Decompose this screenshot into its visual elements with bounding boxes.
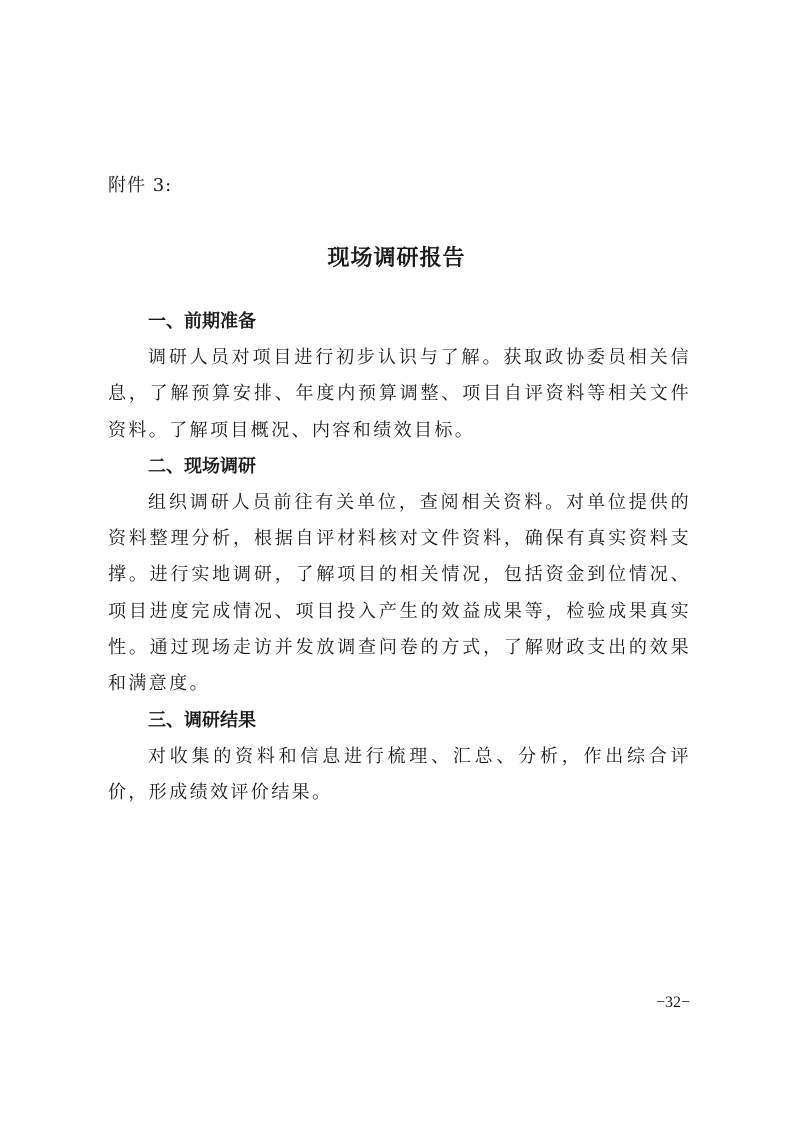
section-preparation [108, 304, 691, 449]
section-results [108, 703, 691, 812]
section-paragraph: 调研人员对项目进行初步认识与了解。获取政协委员相关信息，了解预算安排、年度内预算调整、项目自评资料等相关文件资料。了解项目概况、内容和绩效目标。 [108, 347, 691, 441]
section-heading: 二、现场调研 [148, 455, 256, 477]
attachment-label: 附件 3: [108, 175, 173, 196]
document-body [108, 304, 691, 811]
page-number: −32− [655, 994, 690, 1011]
section-field-research [108, 449, 691, 703]
section-paragraph: 组织调研人员前往有关单位，查阅相关资料。对单位提供的资料整理分析，根据自评材料核对文件资料，确保有真实资料支撑。进行实地调研，了解项目的相关情况，包括资金到位情况、项目进度完成情况、项目投入产生的效益成果等，检验成果真实性。通过现场走访并发放调查问卷的方式，了解财政支出的效果和满意度。 [108, 491, 691, 695]
page-title: 现场调研报告 [327, 246, 466, 271]
section-heading: 三、调研结果 [148, 709, 256, 731]
section-heading: 一、前期准备 [148, 311, 256, 332]
section-paragraph: 对收集的资料和信息进行梳理、汇总、分析，作出综合评价，形成绩效评价结果。 [108, 745, 691, 803]
